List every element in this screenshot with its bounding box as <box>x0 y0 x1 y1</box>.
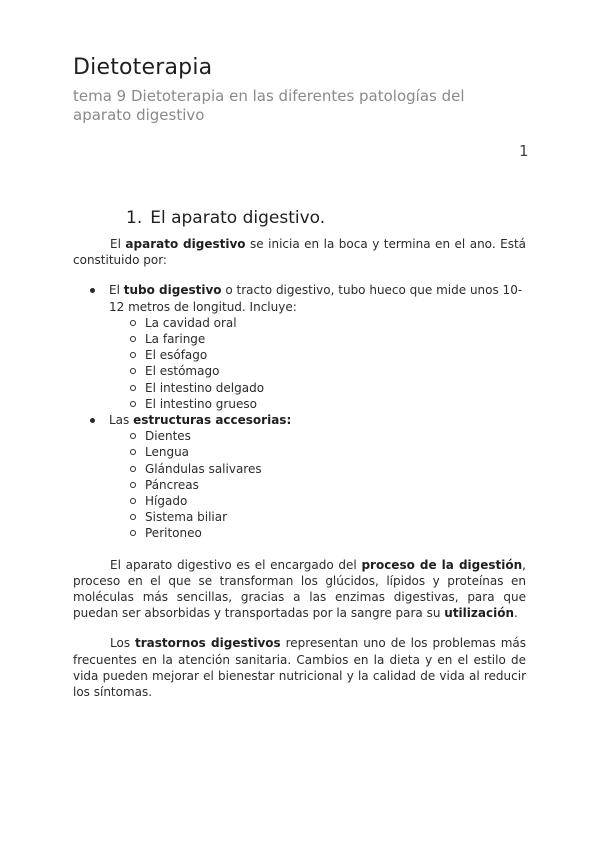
disorders-paragraph: Los trastornos digestivos representan uno de los problemas más frecuentes en la atención sanitaria. Cambios en la dieta y en el estilo de vida pueden mejorar el bienestar nutricional y la calidad de vida al reducir los síntomas. <box>73 636 526 700</box>
section-heading <box>126 208 325 228</box>
intro-paragraph: El aparato digestivo se inicia en la boca y termina en el ano. Está constituido por: <box>73 237 527 268</box>
list-item: El esófago <box>109 347 526 363</box>
list-item: La faringe <box>109 331 526 347</box>
document-body <box>73 236 526 700</box>
list-item: Peritoneo <box>109 525 526 541</box>
list-item-tubo-digestivo: El tubo digestivo o tracto digestivo, tubo hueco que mide unos 10-12 metros de longitud. Incluye: La cavidad oral La faringe El esófago El estómago El intestino delgado El intestino grueso <box>73 282 526 412</box>
list-item: El intestino delgado <box>109 380 526 396</box>
estructuras-accesorias-sublist <box>109 428 526 541</box>
structure-list <box>73 282 526 541</box>
list-item-estructuras-accesorias: Las estructuras accesorias: Dientes Lengua Glándulas salivares Páncreas Hígado Sistema biliar Peritoneo <box>73 412 526 542</box>
list-item: Sistema biliar <box>109 509 526 525</box>
page-number: 1 <box>519 142 529 160</box>
tubo-digestivo-sublist <box>109 315 526 412</box>
document-subtitle: tema 9 Dietoterapia en las diferentes patologías del aparato digestivo <box>73 87 465 124</box>
list-item: La cavidad oral <box>109 315 526 331</box>
document-title: Dietoterapia <box>73 55 213 80</box>
list-item: Hígado <box>109 493 526 509</box>
section-number: 1. <box>126 208 143 228</box>
list-item: Páncreas <box>109 477 526 493</box>
list-item: El intestino grueso <box>109 396 526 412</box>
digestion-paragraph: El aparato digestivo es el encargado del proceso de la digestión, proceso en el que se transforman los glúcidos, lípidos y proteínas en moléculas más sencillas, gracias a las enzimas digestivas, para que puedan ser absorbidas y transportadas por la sangre para su utilización. <box>73 557 526 621</box>
list-item: Glándulas salivares <box>109 461 526 477</box>
list-item: Lengua <box>109 444 526 460</box>
list-item: El estómago <box>109 363 526 379</box>
section-title: El aparato digestivo. <box>150 208 326 228</box>
list-item: Dientes <box>109 428 526 444</box>
